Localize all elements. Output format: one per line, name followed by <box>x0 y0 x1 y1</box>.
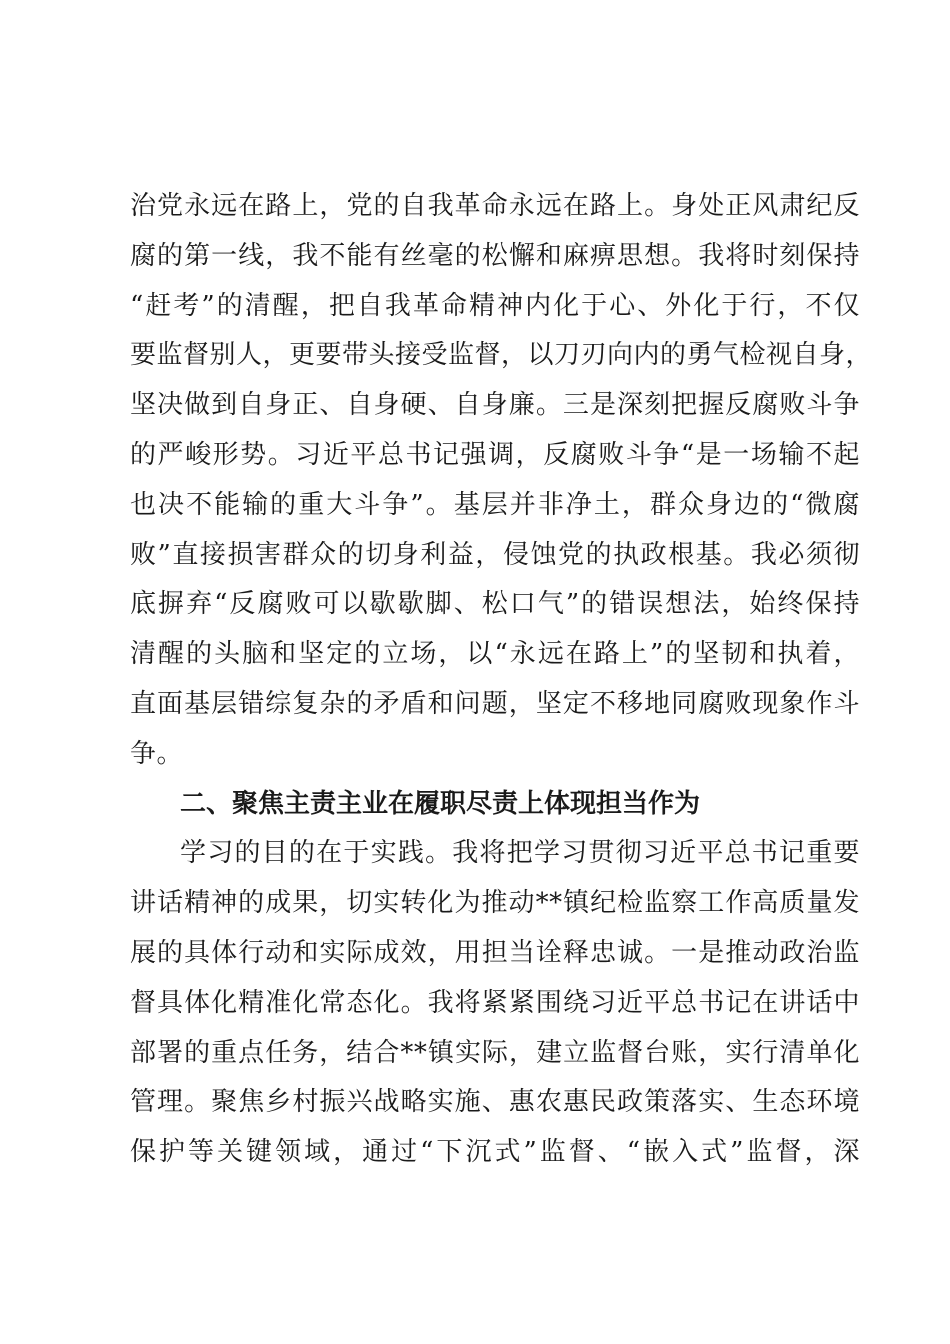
text-line: 讲话精神的成果，切实转化为推动**镇纪检监察工作高质量发 <box>130 888 860 919</box>
text-line: 也决不能输的重大斗争”。基层并非净土，群众身边的“微腐 <box>130 489 860 520</box>
text-line: 部署的重点任务，结合**镇实际，建立监督台账，实行清单化 <box>130 1037 860 1068</box>
text-line: 治党永远在路上，党的自我革命永远在路上。身处正风肃纪反 <box>130 191 860 221</box>
document-body <box>130 182 873 1178</box>
paragraph-continuation <box>130 182 873 780</box>
text-line: 坚决做到自身正、自身硬、自身廉。三是深刻把握反腐败斗争 <box>130 390 860 421</box>
text-line: 保护等关键领域，通过“下沉式”监督、“嵌入式”监督，深 <box>130 1137 860 1168</box>
text-line: 底摒弃“反腐败可以歇歇脚、松口气”的错误想法，始终保持 <box>130 589 860 620</box>
text-line: 的严峻形势。习近平总书记强调，反腐败斗争“是一场输不起 <box>130 439 860 470</box>
text-line: 争。 <box>130 738 184 769</box>
text-line: 败”直接损害群众的切身利益，侵蚀党的执政根基。我必须彻 <box>130 539 860 570</box>
text-line: 管理。聚焦乡村振兴战略实施、惠农惠民政策落实、生态环境 <box>130 1087 860 1118</box>
text-line: 清醒的头脑和坚定的立场，以“永远在路上”的坚韧和执着， <box>130 639 860 670</box>
text-line: 督具体化精准化常态化。我将紧紧围绕习近平总书记在讲话中 <box>130 987 860 1018</box>
text-line: “赶考”的清醒，把自我革命精神内化于心、外化于行，不仅 <box>130 290 860 321</box>
text-line: 直面基层错综复杂的矛盾和问题，坚定不移地同腐败现象作斗 <box>130 688 860 719</box>
text-line: 学习的目的在于实践。我将把学习贯彻习近平总书记重要 <box>180 838 860 869</box>
text-line: 腐的第一线，我不能有丝毫的松懈和麻痹思想。我将时刻保持 <box>130 240 860 271</box>
text-line: 展的具体行动和实际成效，用担当诠释忠诚。一是推动政治监 <box>130 937 860 968</box>
section-heading: 二、聚焦主责主业在履职尽责上体现担当作为 <box>180 788 701 819</box>
text-line: 要监督别人，更要带头接受监督，以刀刃向内的勇气检视自身， <box>130 340 873 371</box>
paragraph-section-two <box>130 829 860 1178</box>
